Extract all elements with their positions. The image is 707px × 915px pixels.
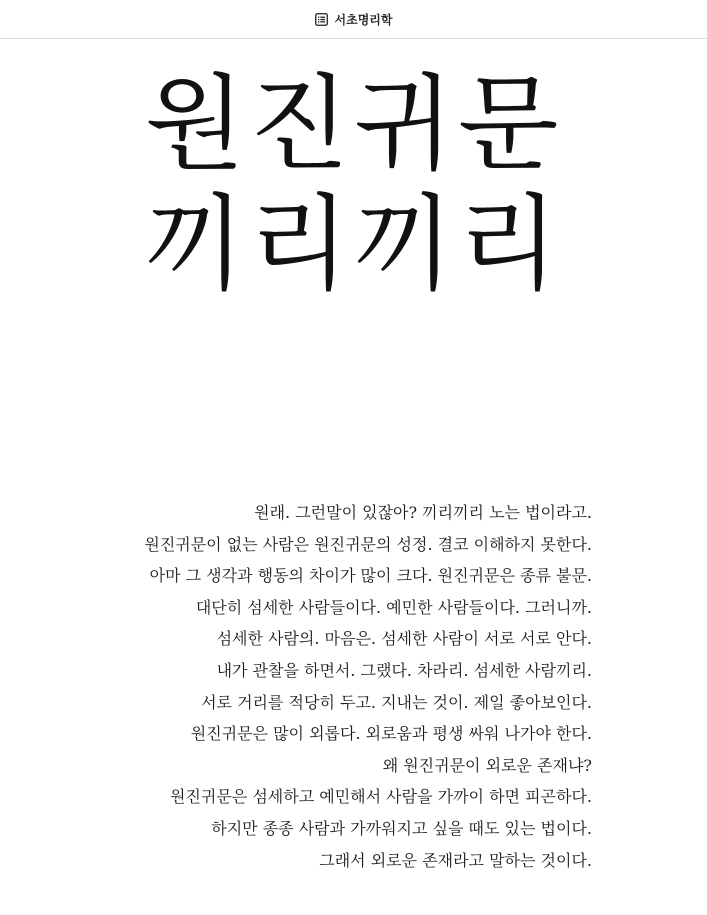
body-line: 원진귀문이 없는 사람은 원진귀문의 성정. 결코 이해하지 못한다. [144, 534, 592, 554]
top-bar [0, 0, 707, 39]
body-line: 원래. 그런말이 있잖아? 끼리끼리 노는 법이라고. [254, 503, 592, 522]
body-line: 대단히 섬세한 사람들이다. 예민한 사람들이다. 그러니까. [195, 597, 592, 617]
body-line: 원진귀문은 많이 외롭다. 외로움과 평생 싸워 나가야 한다. [190, 724, 592, 744]
post-title-line-1: 원진귀문 [144, 63, 563, 185]
list-icon [315, 13, 328, 26]
body-line: 하지만 종종 사람과 가까워지고 싶을 때도 있는 법이다. [211, 818, 592, 838]
body-line: 섬세한 사람의. 마음은. 섬세한 사람이 서로 서로 안다. [216, 629, 592, 649]
body-line: 아마 그 생각과 행동의 차이가 많이 크다. 원진귀문은 종류 불문. [149, 566, 592, 586]
body-line: 왜 원진귀문이 외로운 존재냐? [382, 755, 592, 775]
body-line: 그래서 외로운 존재라고 말하는 것이다. [319, 850, 592, 870]
body-line: 원진귀문은 섬세하고 예민해서 사람을 가까이 하면 피곤하다. [169, 787, 592, 807]
blog-title-link[interactable] [315, 11, 393, 28]
post-body [32, 497, 592, 876]
body-line: 내가 관찰을 하면서. 그랬다. 차라리. 섬세한 사람끼리. [216, 660, 592, 680]
post-title-line-2: 끼리끼리 [144, 183, 563, 305]
post-title [0, 64, 707, 304]
blog-title-text: 서초명리학 [334, 12, 393, 27]
body-line: 서로 거리를 적당히 두고. 지내는 것이. 제일 좋아보인다. [201, 692, 592, 712]
